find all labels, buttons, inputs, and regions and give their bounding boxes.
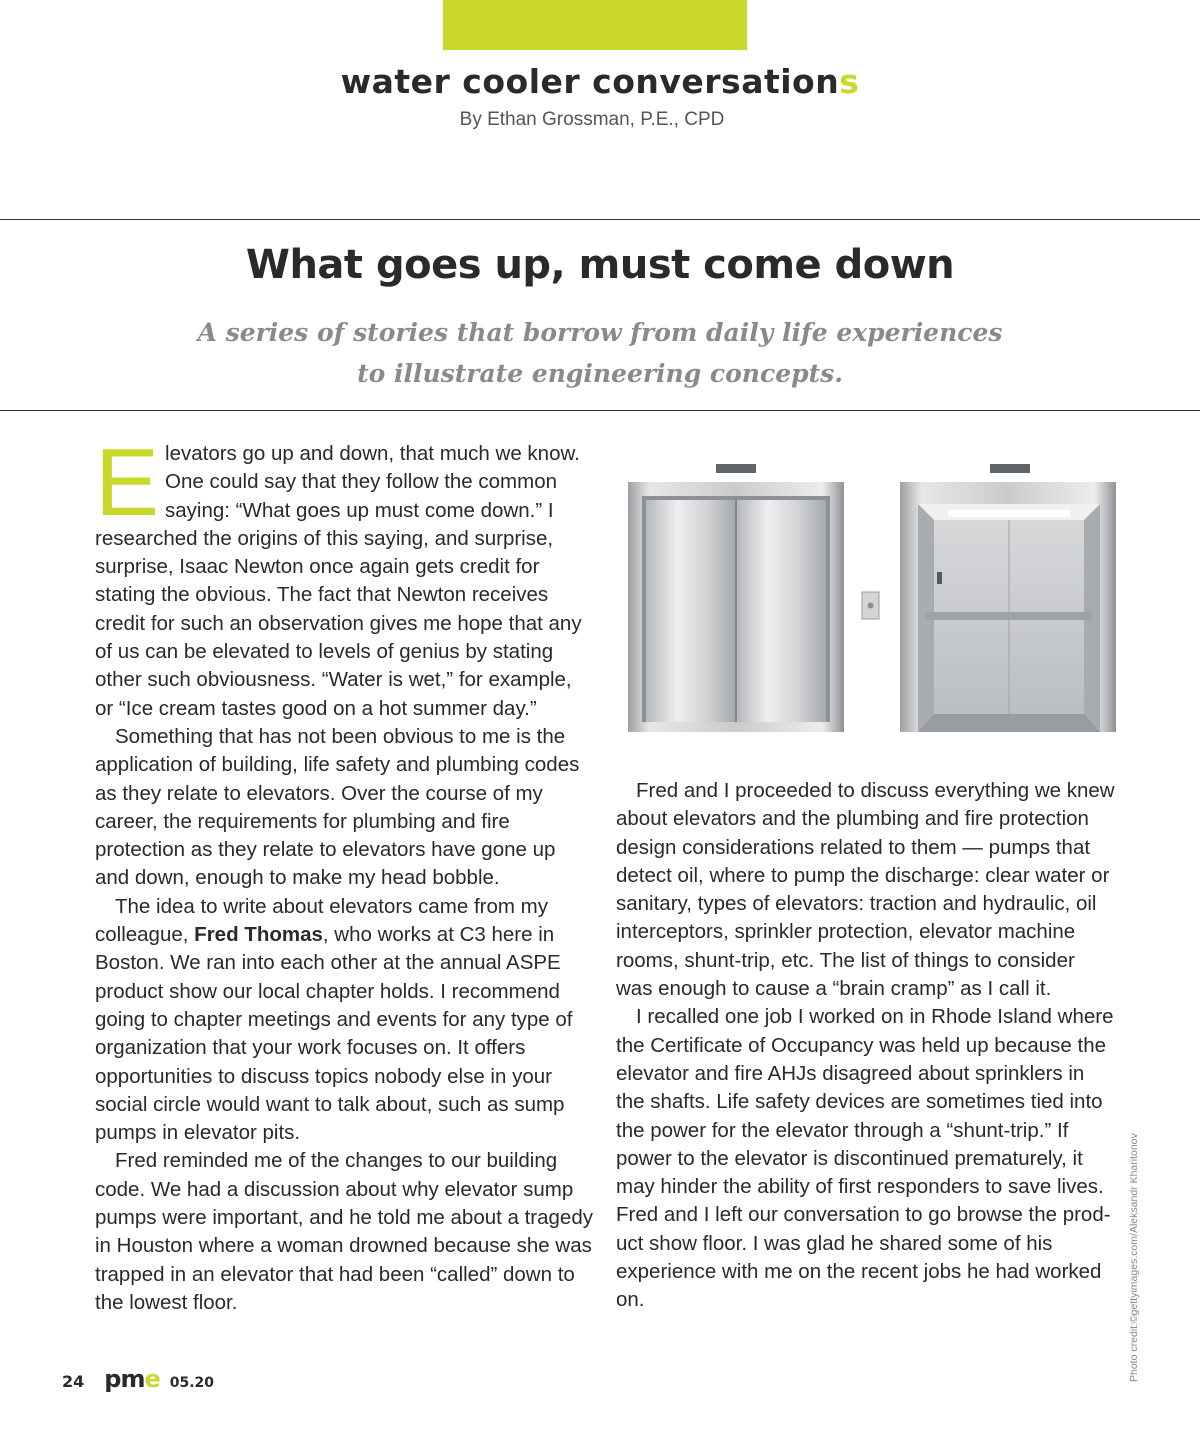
logo-main: pm	[104, 1365, 145, 1393]
drop-cap: E	[95, 429, 160, 536]
headline: What goes up, must come down	[245, 242, 955, 288]
deck	[150, 312, 1050, 394]
paragraph-3-before: The idea to write about elevators came from my colleague,	[95, 894, 548, 947]
paragraph-1	[95, 429, 595, 723]
section-title	[0, 62, 1200, 101]
page-number: 24	[62, 1372, 85, 1391]
left-column	[95, 429, 595, 1317]
paragraph-3	[95, 893, 595, 1148]
colleague-name: Fred Thomas	[194, 923, 323, 947]
paragraph-5: Fred and I proceeded to discuss everything we knew about elevators and the plumbing and fire protection design considerations related to them — pumps that detect oil, where to pump the discharge: clear water or sanitary, types of elevators: traction and hydraulic, oil interceptors, sprinkler protection, elevator machine rooms, shunt-trip, etc. The list of things to consider was enough to cause a “brain cramp” as I call it.	[616, 779, 1115, 1001]
page-footer	[62, 1365, 214, 1391]
call-button	[868, 603, 874, 609]
cab-light	[948, 510, 1070, 517]
top-divider	[0, 219, 1200, 220]
magazine-logo	[104, 1365, 159, 1393]
photo-credit: Photo credit:©gettyimages.com/Aleksandr Kharitonov	[1128, 1133, 1140, 1382]
issue-date: 05.20	[169, 1375, 215, 1391]
byline: By Ethan Grossman, P.E., CPD	[459, 109, 725, 130]
elevator-door-left-a	[646, 500, 735, 722]
right-column	[616, 777, 1116, 1315]
deck-line-1: A series of stories that borrow from daily life experiences	[197, 318, 1003, 347]
section-color-tab	[443, 0, 747, 50]
cab-button-panel	[937, 572, 942, 584]
deck-line-2: to illustrate engineering concepts.	[357, 359, 843, 388]
elevator-photo	[618, 452, 1118, 742]
section-title-accent: s	[839, 62, 860, 101]
section-title-main: water cooler conversation	[340, 62, 840, 101]
floor-indicator-left	[716, 464, 756, 473]
paragraph-6: I recalled one job I worked on in Rhode Island where the Certificate of Occupancy was held up because the elevator and fire AHJs disagreed about sprinklers in the shafts. Life safety devices are sometimes tied into the power for the elevator through a “shunt-trip.” If power to the elevator is discontinued prematurely, it may hinder the ability of first responders to save lives. Fred and I left our conversation to go browse the product show floor. I was glad he shared some of his experience with me on the recent jobs he had worked on.	[616, 1005, 1114, 1312]
paragraph-4: Fred reminded me of the changes to our building code. We had a discussion about why elevator sump pumps were important, and he told me about a tragedy in Houston where a woman drowned because she was trapped in an elevator that had been “called” down to the lowest floor.	[95, 1149, 593, 1314]
elevator-door-left-b	[737, 500, 826, 722]
bottom-divider	[0, 410, 1200, 411]
paragraph-1-text: levators go up and down, that much we know. One could say that they follow the common saying: “What goes up must come down.” I researched the origins of this saying, and surprise, surprise, Isaac Newton once again gets credit for stating the obvious. The fact that Newton receives credit for such an observation gives me hope that any of us can be elevated to levels of genius by stating other such obviousness. “Water is wet,” for example, or “Ice cream tastes good on a hot summer day.”	[95, 442, 582, 720]
logo-accent: e	[144, 1365, 160, 1393]
cab-handrail	[926, 612, 1092, 620]
floor-indicator-right	[990, 464, 1030, 473]
paragraph-3-after: , who works at C3 here in Boston. We ran into each other at the annual ASPE product show our local chapter holds. I recommend going to chapter meetings and events for any type of organization that your work focuses on. It offers opportunities to discuss topics nobody else in your social circle would want to talk about, such as sump pumps in elevator pits.	[95, 923, 573, 1145]
cab-floor	[918, 714, 1100, 732]
paragraph-2: Something that has not been obvious to me is the application of building, life safety and plumbing codes as they relate to elevators. Over the course of my career, the requirements for plumbing and fire protection as they relate to elevators have gone up and down, enough to make my head bobble.	[95, 724, 580, 890]
